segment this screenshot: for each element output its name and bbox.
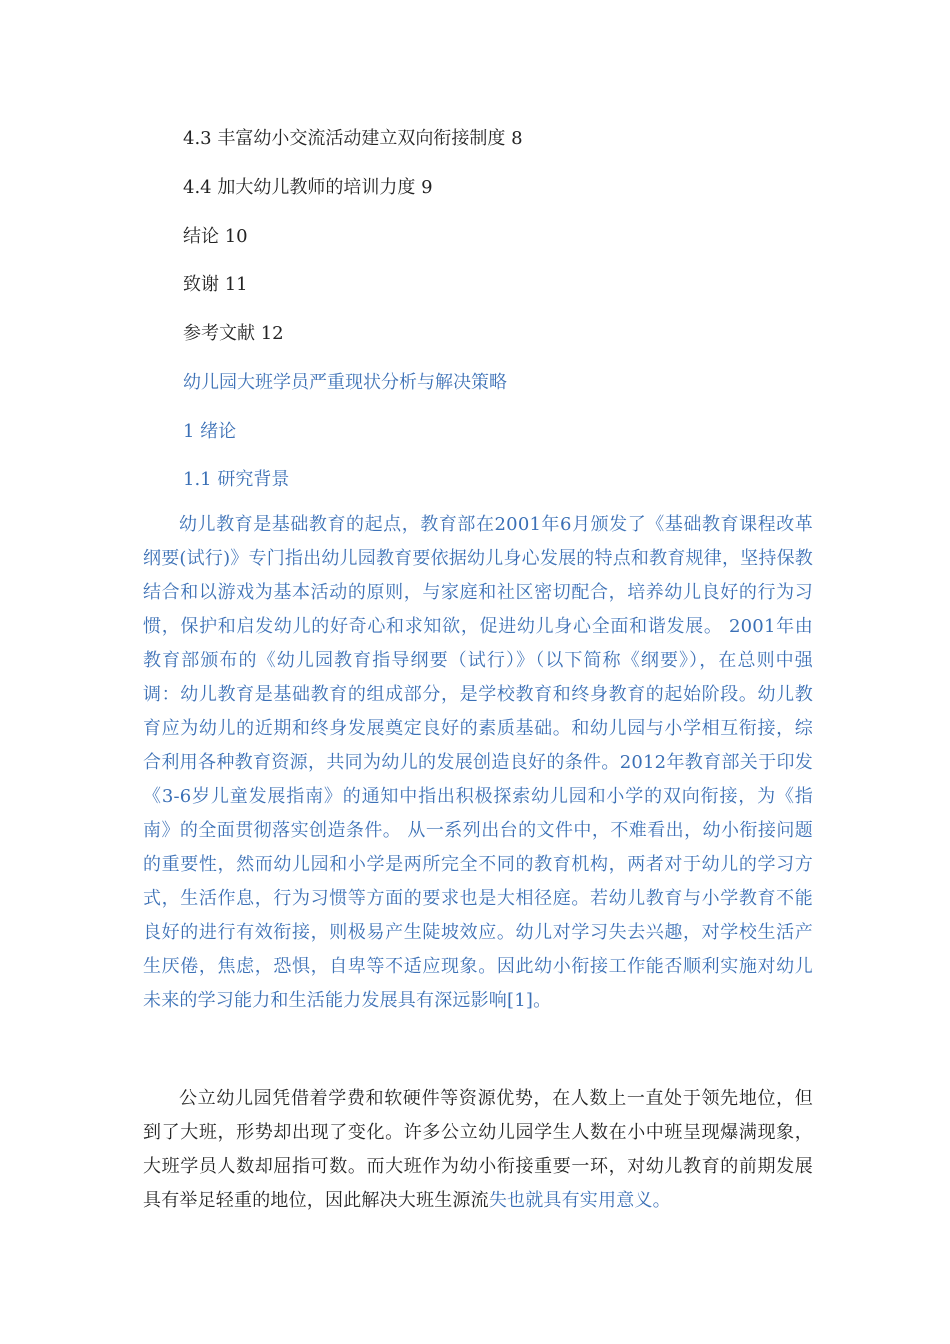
document-title: 幼儿园大班学员严重现状分析与解决策略 [183, 372, 507, 393]
toc-entry-references: 参考文献 12 [183, 323, 284, 344]
body-paragraph-2 [143, 1082, 813, 1218]
section-heading-1-1: 1.1 研究背景 [183, 469, 290, 490]
toc-entry-acknowledgements: 致谢 11 [183, 274, 248, 295]
section-heading-1: 1 绪论 [183, 421, 237, 442]
body-paragraph-1: 幼儿教育是基础教育的起点，教育部在2001年6月颁发了《基础教育课程改革纲要(试行)》专门指出幼儿园教育要依据幼儿身心发展的特点和教育规律，坚持保教结合和以游戏为基本活动的原则，与家庭和社区密切配合，培养幼儿良好的行为习惯，保护和启发幼儿的好奇心和求知欲，促进幼儿身心全面和谐发展。 2001年由教育部颁布的《幼儿园教育指导纲要（试行）》（以下简称《纲要》），在总则中强调：幼儿教育是基础教育的组成部分，是学校教育和终身教育的起始阶段。幼儿教育应为幼儿的近期和终身发展奠定良好的素质基础。和幼儿园与小学相互衔接，综合利用各种教育资源，共同为幼儿的发展创造良好的条件。2012年教育部关于印发《3-6岁儿童发展指南》的通知中指出积极探索幼儿园和小学的双向衔接，为《指南》的全面贯彻落实创造条件。 从一系列出台的文件中，不难看出，幼小衔接问题的重要性，然而幼儿园和小学是两所完全不同的教育机构，两者对于幼儿的学习方式，生活作息，行为习惯等方面的要求也是大相径庭。若幼儿教育与小学教育不能良好的进行有效衔接，则极易产生陡坡效应。幼儿对学习失去兴趣，对学校生活产生厌倦，焦虑，恐惧，自卑等不适应现象。因此幼小衔接工作能否顺利实施对幼儿未来的学习能力和生活能力发展具有深远影响[1]。 [143, 514, 813, 1011]
toc-entry-4-3: 4.3 丰富幼小交流活动建立双向衔接制度 8 [183, 128, 523, 149]
body-paragraph-2-tail: 失也就具有实用意义。 [488, 1190, 671, 1211]
body-paragraph-2-main: 公立幼儿园凭借着学费和软硬件等资源优势，在人数上一直处于领先地位，但到了大班，形势却出现了变化。许多公立幼儿园学生人数在小中班呈现爆满现象，大班学员人数却屈指可数。而大班作为幼小衔接重要一环，对幼儿教育的前期发展具有举足轻重的地位，因此解决大班生源流 [143, 1088, 813, 1211]
toc-entry-conclusion: 结论 10 [183, 226, 248, 247]
toc-entry-4-4: 4.4 加大幼儿教师的培训力度 9 [183, 177, 433, 198]
